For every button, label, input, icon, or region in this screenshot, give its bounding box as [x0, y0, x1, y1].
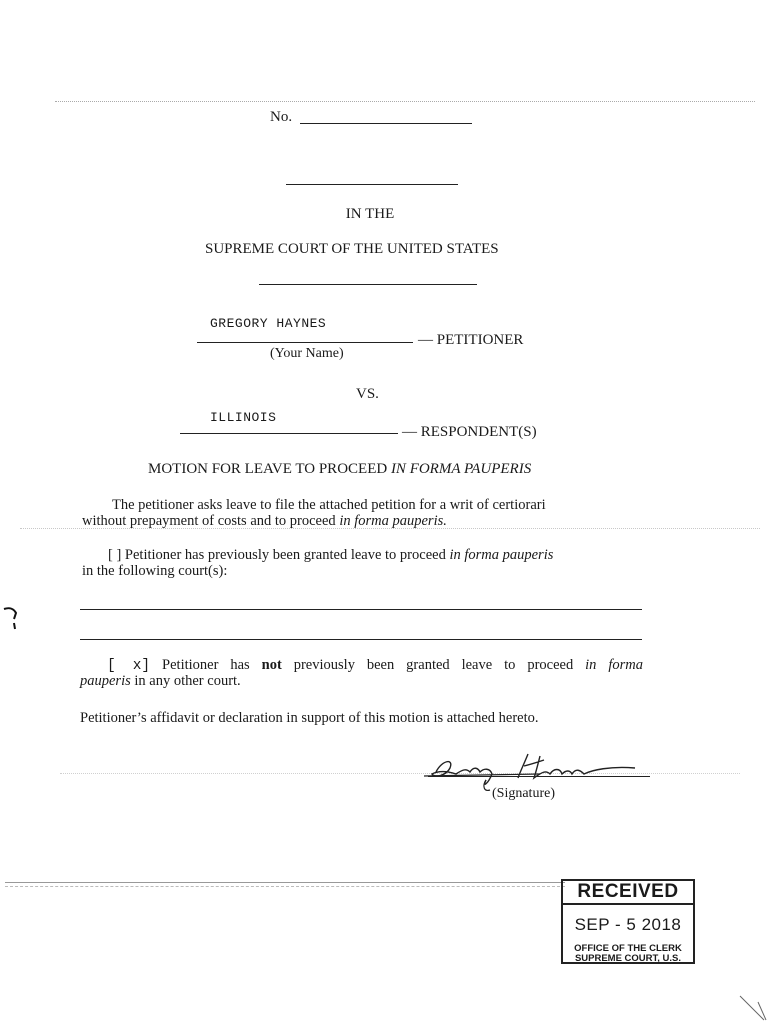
option1-text: Petitioner has previously been granted leave to proceed: [121, 547, 450, 563]
scan-artifact-line: [5, 882, 565, 883]
scan-artifact-line: [5, 886, 565, 887]
signature-area[interactable]: [420, 750, 650, 810]
option2-text-bold: not: [261, 657, 282, 673]
option2-line2-italic: pauperis: [80, 673, 131, 689]
scan-artifact-line: [55, 101, 755, 102]
intro-line-1: [112, 497, 643, 514]
motion-title: [148, 461, 531, 478]
intro-text-2: without prepayment of costs and to proceed: [82, 513, 340, 529]
case-number-label: No.: [270, 109, 293, 125]
option1-text-italic: in forma pauperis: [449, 547, 554, 563]
in-the-heading: IN THE: [345, 206, 395, 222]
court-blank-line-1: [80, 609, 642, 610]
signature-label: (Signature): [492, 786, 555, 801]
affidavit-statement: Petitioner’s affidavit or declaration in support of this motion is attached hereto.: [80, 710, 539, 726]
option2-checkbox: [ x]: [107, 658, 151, 674]
intro-line-2: [82, 513, 642, 530]
petitioner-role: — PETITIONER: [418, 332, 524, 348]
scan-mark-icon: [2, 605, 20, 631]
stamp-office-line-1: OFFICE OF THE CLERK: [574, 943, 682, 954]
option2-line2-text: in any other court.: [130, 673, 241, 689]
option2-text-italic: in forma: [585, 657, 643, 673]
respondent-role: — RESPONDENT(S): [402, 424, 537, 440]
petitioner-name-line: [197, 342, 413, 343]
case-number-line: [300, 123, 472, 124]
signature-line: [428, 776, 650, 777]
intro-text-2-italic: in forma pauperis.: [339, 513, 447, 529]
motion-title-italic: IN FORMA PAUPERIS: [390, 461, 532, 477]
your-name-hint: (Your Name): [270, 346, 344, 361]
motion-title-text: MOTION FOR LEAVE TO PROCEED: [148, 461, 391, 477]
petitioner-name: GREGORY HAYNES: [210, 316, 327, 331]
intro-text-1: The petitioner asks leave to file the attached petition for a writ of certiorari: [112, 497, 546, 513]
scan-corner-mark-icon: [738, 994, 768, 1022]
option1-checkbox: [ ]: [108, 547, 122, 563]
stamp-date: SEP - 5 2018: [574, 915, 682, 934]
respondent-name: ILLINOIS: [210, 410, 277, 425]
respondent-name-line: [180, 433, 398, 434]
court-blank-line-2: [80, 639, 642, 640]
option2-line-2: [80, 673, 480, 690]
option1-line-2: in the following court(s):: [82, 563, 228, 579]
received-stamp: [561, 879, 695, 964]
option-previously-granted: [108, 547, 643, 564]
option2-text-a: Petitioner has: [150, 657, 262, 673]
option2-text-b: previously been granted leave to proceed: [281, 657, 586, 673]
stamp-received-text: RECEIVED: [563, 881, 693, 905]
divider-line: [259, 284, 477, 285]
versus-label: VS.: [356, 386, 379, 402]
court-name-heading: SUPREME COURT OF THE UNITED STATES: [205, 241, 499, 257]
stamp-office-line-2: SUPREME COURT, U.S.: [574, 952, 682, 964]
divider-line: [286, 184, 458, 185]
